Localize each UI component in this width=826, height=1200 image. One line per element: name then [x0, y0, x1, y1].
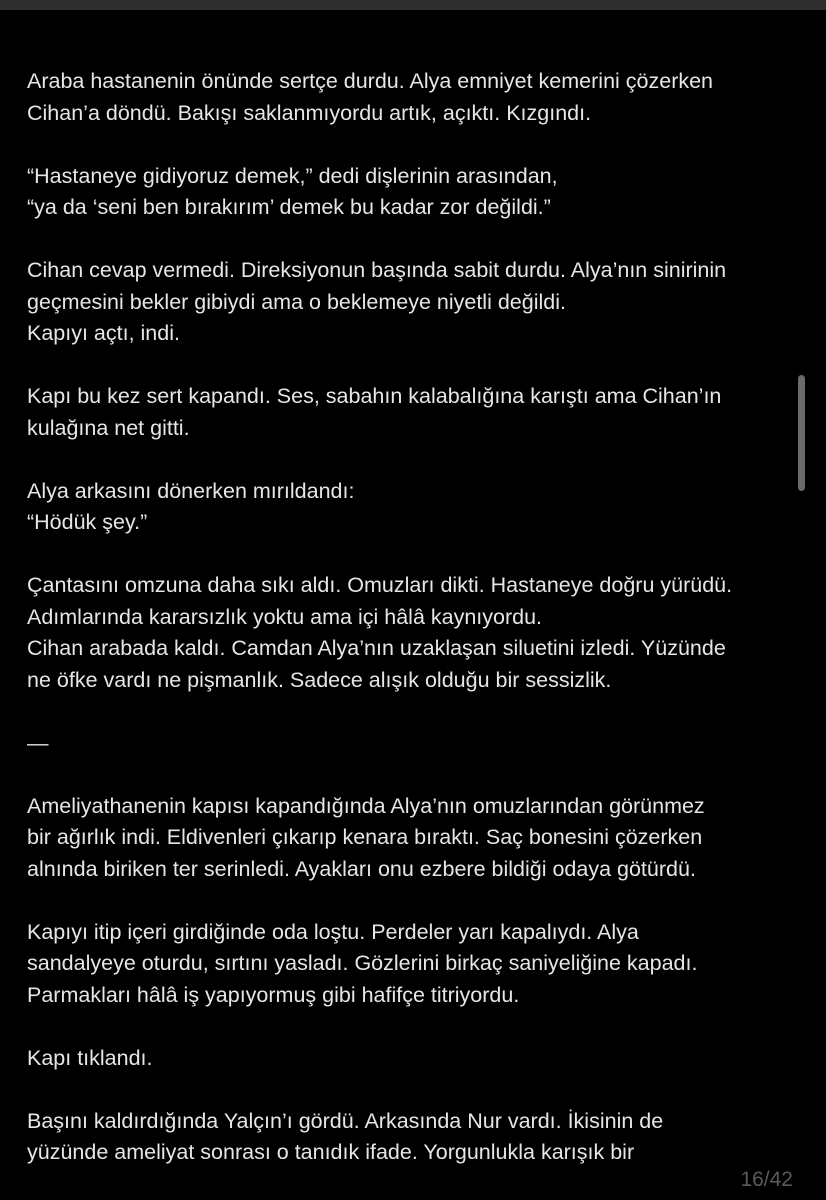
text-line: Parmakları hâlâ iş yapıyormuş gibi hafifçe titriyordu. [27, 982, 520, 1007]
text-line: Cihan’a döndü. Bakışı saklanmıyordu artık, açıktı. Kızgındı. [27, 100, 592, 125]
paragraph [27, 161, 797, 224]
page-indicator: 16/42 [740, 1168, 793, 1191]
paragraph [27, 570, 797, 696]
text-line: Kapı tıklandı. [27, 1045, 153, 1070]
text-line: Alya arkasını dönerken mırıldandı: [27, 478, 355, 503]
text-line: bir ağırlık indi. Eldivenleri çıkarıp kenara bıraktı. Saç bonesini çözerken [27, 825, 703, 849]
text-line: kulağına net gitti. [27, 415, 190, 440]
paragraph [27, 791, 797, 886]
text-line: Araba hastanenin önünde sertçe durdu. Alya emniyet kemerini çözerken [27, 69, 714, 93]
text-line: Çantasını omzuna daha sıkı aldı. Omuzları dikti. Hastaneye doğru yürüdü. [27, 573, 733, 597]
text-line: “Hastaneye gidiyoruz demek,” dedi dişlerinin arasından, [27, 163, 558, 188]
paragraph [27, 1106, 797, 1169]
text-line: “ya da ‘seni ben bırakırım’ demek bu kadar zor değildi.” [27, 195, 551, 219]
scrollbar-thumb[interactable] [798, 375, 805, 491]
text-line: Cihan arabada kaldı. Camdan Alya’nın uzaklaşan siluetini izledi. Yüzünde [27, 636, 726, 660]
text-line: — [27, 730, 49, 755]
text-line: Cihan cevap vermedi. Direksiyonun başında sabit durdu. Alya’nın sinirinin [27, 258, 727, 282]
paragraph [27, 255, 797, 350]
text-line: Adımlarında kararsızlık yoktu ama içi hâlâ kaynıyordu. [27, 604, 543, 629]
reader-text-area [27, 66, 797, 1200]
paragraph [27, 728, 797, 760]
top-status-strip [0, 0, 826, 10]
text-line: Kapıyı itip içeri girdiğinde oda loştu. Perdeler yarı kapalıydı. Alya [27, 919, 639, 944]
text-line: Başını kaldırdığında Yalçın’ı gördü. Arkasında Nur vardı. İkisinin de [27, 1108, 664, 1133]
text-line: “Hödük şey.” [27, 510, 148, 534]
paragraph [27, 917, 797, 1012]
text-line: Kapıyı açtı, indi. [27, 321, 180, 345]
paragraph [27, 66, 797, 129]
paragraph [27, 476, 797, 539]
text-line: geçmesini bekler gibiydi ama o beklemeye niyetli değildi. [27, 289, 566, 314]
paragraph [27, 1043, 797, 1075]
text-line: Ameliyathanenin kapısı kapandığında Alya’nın omuzlarından görünmez [27, 793, 705, 818]
text-line: yüzünde ameliyat sonrası o tanıdık ifade. Yorgunlukla karışık bir [27, 1140, 635, 1164]
text-line: sandalyeye oturdu, sırtını yasladı. Gözlerini birkaç saniyeliğine kapadı. [27, 951, 698, 975]
text-line: Kapı bu kez sert kapandı. Ses, sabahın kalabalığına karıştı ama Cihan’ın [27, 384, 722, 408]
paragraph [27, 381, 797, 444]
text-line: alnında biriken ter serinledi. Ayakları onu ezbere bildiği odaya götürdü. [27, 856, 696, 881]
text-line: ne öfke vardı ne pişmanlık. Sadece alışık olduğu bir sessizlik. [27, 667, 612, 692]
